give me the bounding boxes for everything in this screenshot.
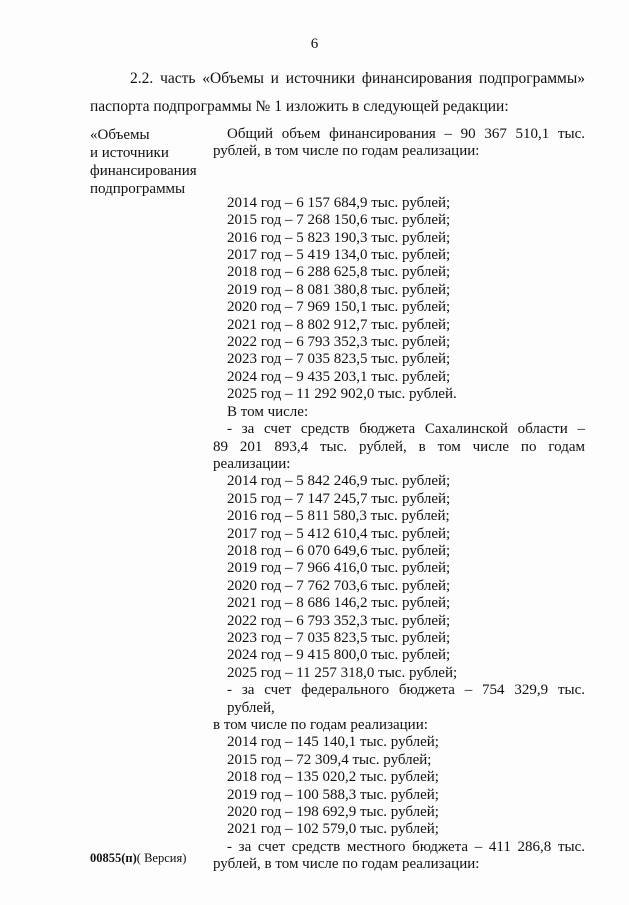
federal-year-item: 2021 год – 102 579,0 тыс. рублей; xyxy=(227,821,439,838)
federal-year-item: 2020 год – 198 692,9 тыс. рублей; xyxy=(227,804,439,821)
row-label-line-1: «Объемы xyxy=(90,127,150,143)
intro-line-2: паспорта подпрограммы № 1 изложить в следующей редакции: xyxy=(90,98,509,115)
total-year-item: 2018 год – 6 288 625,8 тыс. рублей; xyxy=(227,264,451,281)
regional-line-2: 89 201 893,4 тыс. рублей, в том числе по годам xyxy=(213,438,585,455)
regional-line-3: реализации: xyxy=(213,455,291,472)
federal-year-item: 2018 год – 135 020,2 тыс. рублей; xyxy=(227,769,439,786)
total-line-1: Общий объем финансирования – 90 367 510,1 тыс. xyxy=(227,126,585,142)
row-label-line-4: подпрограммы xyxy=(90,181,186,197)
total-year-item: 2022 год – 6 793 352,3 тыс. рублей; xyxy=(227,334,451,351)
regional-year-item: 2024 год – 9 415 800,0 тыс. рублей; xyxy=(227,647,451,664)
local-line-2: рублей, в том числе по годам реализации: xyxy=(213,856,480,873)
regional-years-list xyxy=(213,473,585,682)
federal-years-list xyxy=(213,734,585,838)
total-line-2: рублей, в том числе по годам реализации: xyxy=(213,143,480,160)
federal-line-2: в том числе по годам реализации: xyxy=(213,717,428,733)
spacer xyxy=(213,161,585,178)
total-year-item: 2023 год – 7 035 823,5 тыс. рублей; xyxy=(227,351,451,368)
regional-year-item: 2015 год – 7 147 245,7 тыс. рублей; xyxy=(227,490,451,507)
regional-year-item: 2018 год – 6 070 649,6 тыс. рублей; xyxy=(227,542,451,559)
spacer xyxy=(213,178,585,195)
total-year-item: 2019 год – 8 081 380,8 тыс. рублей; xyxy=(227,281,451,298)
row-label xyxy=(90,126,210,198)
total-year-item: 2014 год – 6 157 684,9 тыс. рублей; xyxy=(227,194,451,211)
regional-year-item: 2021 год – 8 686 146,2 тыс. рублей; xyxy=(227,595,451,612)
regional-year-item: 2014 год – 5 842 246,9 тыс. рублей; xyxy=(227,473,451,490)
local-line-1: - за счет средств местного бюджета – 411 286,8 тыс. xyxy=(227,838,585,855)
total-year-item: 2016 год – 5 823 190,3 тыс. рублей; xyxy=(227,229,451,246)
federal-year-item: 2014 год – 145 140,1 тыс. рублей; xyxy=(227,734,439,751)
regional-line-1: - за счет средств бюджета Сахалинской области – xyxy=(227,421,585,438)
federal-year-item: 2015 год – 72 309,4 тыс. рублей; xyxy=(227,751,432,768)
total-year-item: 2025 год – 11 292 902,0 тыс. рублей. xyxy=(227,386,457,403)
regional-year-item: 2022 год – 6 793 352,3 тыс. рублей; xyxy=(227,612,451,629)
regional-year-item: 2023 год – 7 035 823,5 тыс. рублей; xyxy=(227,629,451,646)
regional-year-item: 2016 год – 5 811 580,3 тыс. рублей; xyxy=(227,508,450,525)
federal-line-1: - за счет федерального бюджета – 754 329,9 тыс. рублей, xyxy=(227,682,585,716)
total-year-item: 2015 год – 7 268 150,6 тыс. рублей; xyxy=(227,212,451,229)
regional-year-item: 2025 год – 11 257 318,0 тыс. рублей; xyxy=(227,664,458,681)
total-year-item: 2021 год – 8 802 912,7 тыс. рублей; xyxy=(227,316,451,333)
intro-line-1: 2.2. часть «Объемы и источники финансирования подпрограммы» xyxy=(130,70,585,87)
regional-year-item: 2019 год – 7 966 416,0 тыс. рублей; xyxy=(227,560,451,577)
total-year-item: 2017 год – 5 419 134,0 тыс. рублей; xyxy=(227,247,451,264)
document-code: 00855(п) xyxy=(90,851,137,865)
total-year-item: 2020 год – 7 969 150,1 тыс. рублей; xyxy=(227,299,451,316)
row-label-line-3: финансирования xyxy=(90,163,197,179)
footer-version xyxy=(90,851,186,866)
including-label: В том числе: xyxy=(227,403,309,420)
financing-content xyxy=(213,126,585,874)
federal-year-item: 2019 год – 100 588,3 тыс. рублей; xyxy=(227,786,439,803)
total-year-item: 2024 год – 9 435 203,1 тыс. рублей; xyxy=(227,368,451,385)
row-label-line-2: и источники xyxy=(90,145,169,161)
total-years-list xyxy=(213,195,585,404)
regional-year-item: 2017 год – 5 412 610,4 тыс. рублей; xyxy=(227,525,451,542)
regional-year-item: 2020 год – 7 762 703,6 тыс. рублей; xyxy=(227,577,451,594)
version-label: ( Версия) xyxy=(136,851,187,865)
page-number: 6 xyxy=(310,36,319,52)
